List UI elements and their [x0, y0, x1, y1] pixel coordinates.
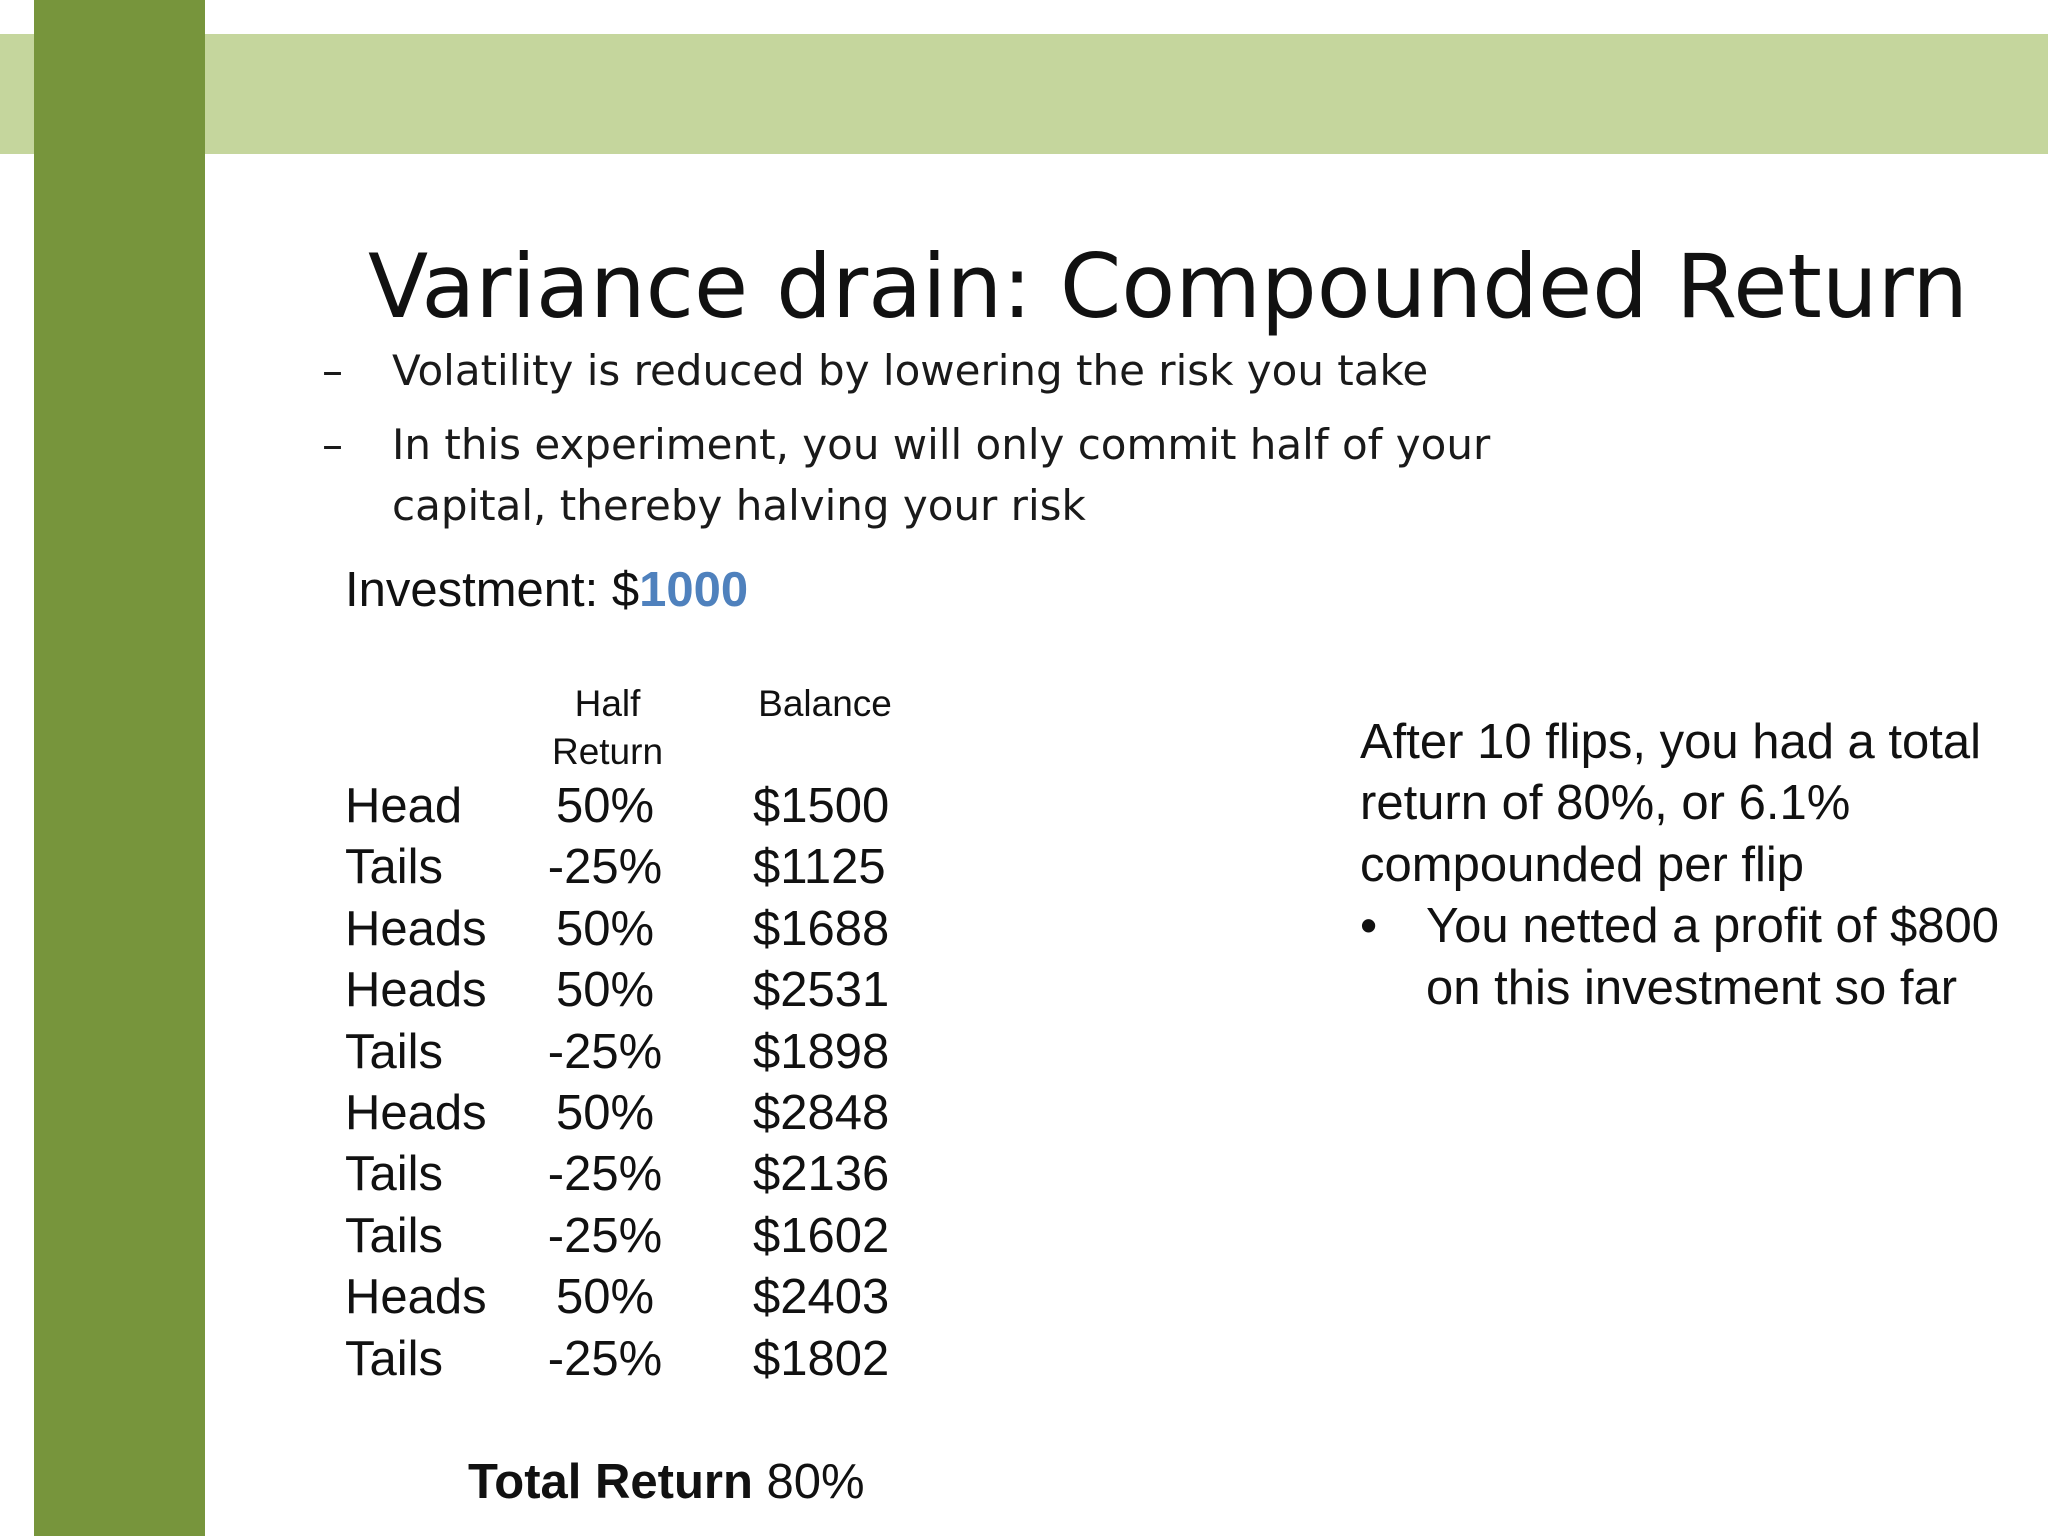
- flip-outcome: Tails: [345, 1147, 444, 1202]
- flip-return: 50%: [555, 1085, 655, 1140]
- flip-balance: $1688: [753, 901, 890, 956]
- flip-outcome: Heads: [345, 963, 487, 1018]
- summary-paragraph: After 10 flips, you had a total return of 80%, or 6.1% compounded per flip: [1360, 715, 1982, 892]
- bullet-item: [322, 340, 1582, 401]
- table-row: [345, 1206, 905, 1267]
- flip-outcome: Tails: [345, 840, 444, 895]
- dash-marker: –: [322, 346, 343, 395]
- flip-balance: $2403: [753, 1270, 890, 1325]
- flip-balance: $1125: [753, 840, 886, 895]
- bullet-text: Volatility is reduced by lowering the risk you take: [392, 346, 1429, 395]
- flip-outcome: Tails: [345, 1331, 444, 1386]
- flip-return: -25%: [547, 1147, 663, 1202]
- flip-balance: $2136: [753, 1147, 890, 1202]
- table-row: [345, 1329, 905, 1390]
- bullet-text: In this experiment, you will only commit half of your capital, thereby halving your risk: [392, 420, 1491, 530]
- flip-balance: $1602: [753, 1208, 890, 1263]
- table-row: [345, 1083, 905, 1144]
- flip-balance: $2848: [753, 1085, 890, 1140]
- total-return-value: 80%: [766, 1455, 865, 1509]
- table-row: [345, 960, 905, 1021]
- bullet-item: [322, 414, 1582, 536]
- flip-balance: $1500: [753, 779, 890, 833]
- table-row: [345, 1144, 905, 1205]
- bullet-dot-marker: •: [1360, 899, 1378, 954]
- flip-balance: $1802: [753, 1331, 890, 1386]
- summary-text-block: [1360, 712, 2020, 1019]
- half-return-header: Half Return: [551, 683, 664, 772]
- table-row: [345, 837, 905, 898]
- investment-value: 1000: [639, 563, 749, 617]
- flip-balance: $1898: [753, 1024, 890, 1079]
- table-row: [345, 899, 905, 960]
- flip-return: 50%: [555, 1270, 655, 1325]
- flip-outcome: Heads: [345, 1270, 487, 1325]
- flip-outcome: Tails: [345, 1024, 444, 1079]
- balance-header: Balance: [758, 683, 892, 724]
- table-row: [345, 776, 905, 837]
- summary-bullet-item: [1360, 896, 2020, 1019]
- flip-table: [345, 776, 905, 1390]
- dash-marker: –: [322, 420, 343, 469]
- flip-return: 50%: [555, 901, 655, 956]
- total-return-label: Total Return: [468, 1455, 753, 1509]
- investment-line: [345, 560, 748, 620]
- investment-label: Investment: $: [345, 563, 640, 617]
- bullet-list: [322, 340, 1582, 549]
- flip-return: 50%: [555, 963, 655, 1018]
- table-row: [345, 1267, 905, 1328]
- left-decorative-bar: [34, 0, 205, 1536]
- table-row: [345, 1022, 905, 1083]
- flip-outcome: Heads: [345, 1085, 487, 1140]
- flip-return: -25%: [547, 840, 663, 895]
- flip-return: 50%: [555, 779, 655, 833]
- slide-title: Variance drain: Compounded Return: [368, 235, 1969, 338]
- flip-outcome: Tails: [345, 1208, 444, 1263]
- flip-return: -25%: [547, 1331, 663, 1386]
- flip-outcome: Head: [345, 779, 463, 833]
- top-decorative-band: [0, 34, 2048, 154]
- summary-bullet-text: You netted a profit of $800 on this investment so far: [1426, 899, 2000, 1015]
- total-return-line: [468, 1452, 865, 1512]
- flip-balance: $2531: [753, 963, 890, 1018]
- flip-return: -25%: [547, 1024, 663, 1079]
- flip-return: -25%: [547, 1208, 663, 1263]
- flip-outcome: Heads: [345, 901, 487, 956]
